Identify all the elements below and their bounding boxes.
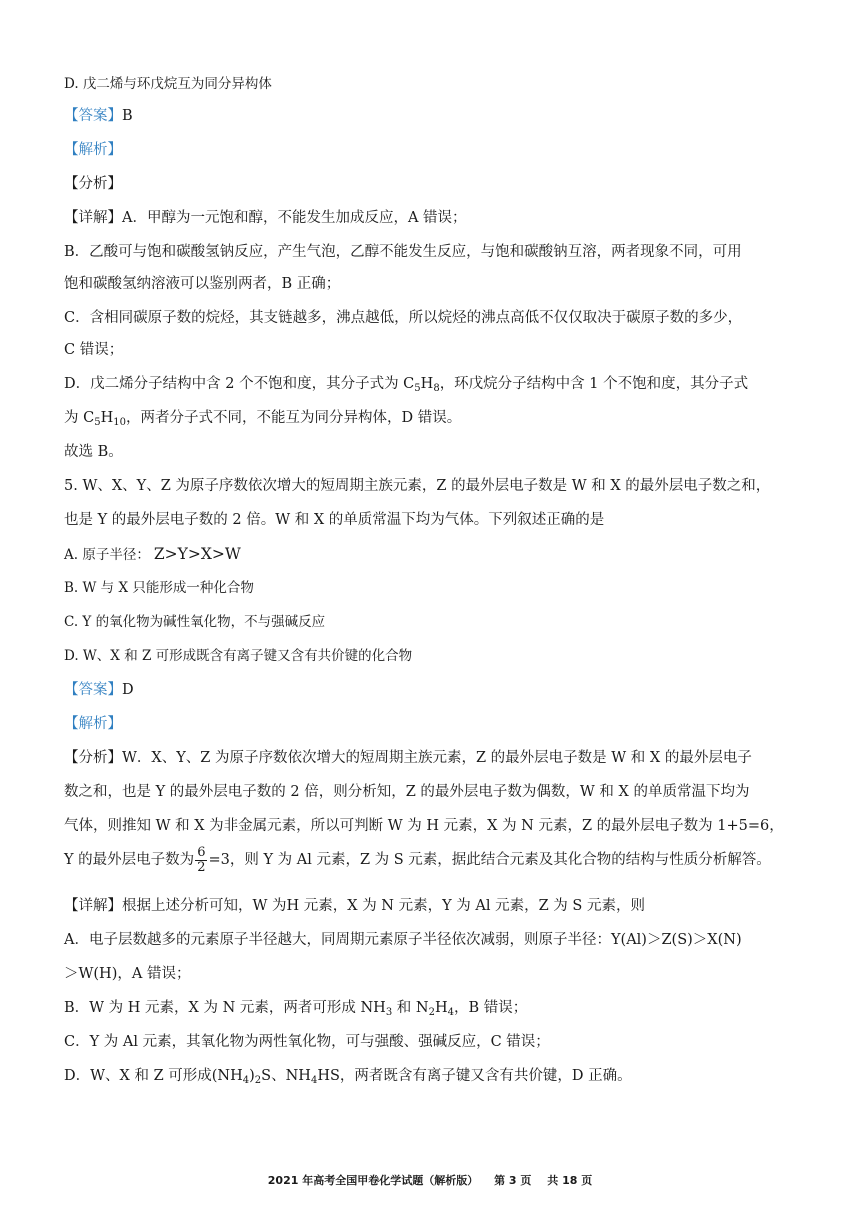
- footer-title: 2021 年高考全国甲卷化学试题（解析版）: [267, 1174, 479, 1187]
- option-formula: Z>Y>X>W: [153, 545, 241, 563]
- q5-detail-b: [64, 998, 527, 1018]
- text: ，两者分子式不同，不能互为同分异构体，D 错误。: [125, 410, 462, 426]
- subscript: 4: [310, 1075, 318, 1086]
- subscript: 10: [113, 417, 126, 428]
- q5-detail-a2: ＞W(H)，A 错误；: [64, 966, 191, 982]
- q4-fenxi-tag: 【分析】: [64, 176, 122, 192]
- text: B．W 为 H 元素，X 为 N 元素，两者可形成 NH: [64, 1000, 386, 1016]
- subscript: 3: [385, 1007, 393, 1018]
- detail-text: A．甲醇为一元饱和醇，不能发生加成反应，A 错误；: [122, 210, 467, 226]
- footer-page-number: 第 3 页: [494, 1174, 532, 1187]
- text: 和 N: [392, 1000, 429, 1016]
- text: =3，则 Y 为 Al 元素，Z 为 S 元素，据此结合元素及其化合物的结构与性质分析解答。: [208, 852, 771, 868]
- text: H: [420, 376, 434, 392]
- subscript: 4: [242, 1075, 250, 1086]
- subscript: 4: [447, 1007, 454, 1018]
- q4-detail-c2: C 错误；: [64, 342, 124, 358]
- q4-detail-a: [64, 208, 467, 228]
- text: H: [100, 410, 114, 426]
- subscript: 5: [94, 417, 101, 428]
- q5-fenxi-2: 数之和，也是 Y 的最外层电子数的 2 倍，则分析知，Z 的最外层电子数为偶数，W 和 X 的单质常温下均为: [64, 784, 750, 800]
- q5-detail-d: [64, 1066, 632, 1086]
- q4-detail-b2: 饱和碳酸氢纳溶液可以鉴别两者，B 正确；: [64, 276, 341, 292]
- q4-option-d: D. 戊二烯与环戊烷互为同分异构体: [64, 76, 272, 92]
- footer-total-pages: 共 18 页: [547, 1174, 593, 1187]
- text: HS，两者既含有离子键又含有共价键，D 正确。: [317, 1068, 632, 1084]
- q4-detail-b1: B．乙酸可与饱和碳酸氢钠反应，产生气泡，乙醇不能发生反应，与饱和碳酸钠互溶，两者现象不同，可用: [64, 244, 742, 260]
- q4-detail-d2: [64, 408, 461, 428]
- text: D．戊二烯分子结构中含 2 个不饱和度，其分子式为 C: [64, 376, 415, 392]
- q5-fenxi-1: 【分析】W．X、Y、Z 为原子序数依次增大的短周期主族元素，Z 的最外层电子数是 W 和 X 的最外层电子: [64, 750, 752, 766]
- subscript: 8: [433, 383, 440, 394]
- text: Y 的最外层电子数为: [64, 852, 195, 868]
- subscript: 5: [414, 383, 421, 394]
- q4-conclusion: 故选 B。: [64, 444, 123, 460]
- q5-option-a: [64, 544, 241, 565]
- q5-fenxi-3: 气体，则推知 W 和 X 为非金属元素，所以可判断 W 为 H 元素，X 为 N 元素，Z 的最外层电子数为 1+5=6，: [64, 818, 784, 834]
- subscript: 2: [428, 1007, 435, 1018]
- answer-tag: 【答案】: [64, 682, 122, 698]
- q5-analysis-tag: 【解析】: [64, 716, 122, 732]
- q5-detail-c: C．Y 为 Al 元素，其氧化物为两性氧化物，可与强酸、强碱反应，C 错误；: [64, 1034, 550, 1050]
- text: D．W、X 和 Z 可形成(NH: [64, 1068, 243, 1084]
- text: S、NH: [261, 1068, 311, 1084]
- q5-detail-a1: A．电子层数越多的元素原子半径越大，同周期元素原子半径依次减弱，则原子半径：Y(Al)＞Z(S)＞X(N): [64, 932, 742, 948]
- q5-stem-1: 5. W、X、Y、Z 为原子序数依次增大的短周期主族元素，Z 的最外层电子数是 W 和 X 的最外层电子数之和，: [64, 478, 771, 494]
- option-label: A. 原子半径：: [64, 547, 150, 563]
- fraction: [195, 846, 207, 875]
- q5-stem-2: 也是 Y 的最外层电子数的 2 倍。W 和 X 的单质常温下均为气体。下列叙述正确的是: [64, 512, 605, 528]
- answer-tag: 【答案】: [64, 108, 122, 124]
- text: H: [434, 1000, 448, 1016]
- text: ，环戊烷分子结构中含 1 个不饱和度，其分子式: [439, 376, 749, 392]
- fraction-numerator: 6: [197, 844, 206, 860]
- q5-fenxi-4: [64, 844, 771, 876]
- detail-tag: 【详解】: [64, 210, 122, 226]
- q5-option-c: C. Y 的氧化物为碱性氧化物，不与强碱反应: [64, 614, 326, 630]
- q4-analysis-tag: 【解析】: [64, 142, 122, 158]
- fraction-denominator: 2: [197, 859, 206, 875]
- text: 为 C: [64, 410, 95, 426]
- q5-option-b: B. W 与 X 只能形成一种化合物: [64, 580, 254, 596]
- q4-detail-c1: C．含相同碳原子数的烷烃，其支链越多，沸点越低，所以烷烃的沸点高低不仅仅取决于碳原子数的多少，: [64, 310, 743, 326]
- text: ): [249, 1068, 255, 1084]
- q5-option-d: D. W、X 和 Z 可形成既含有离子键又含有共价键的化合物: [64, 648, 413, 664]
- answer-value: D: [122, 682, 134, 698]
- q4-detail-d1: [64, 374, 748, 394]
- q5-detail-0: 【详解】根据上述分析可知，W 为H 元素，X 为 N 元素，Y 为 Al 元素，Z 为 S 元素，则: [64, 898, 645, 914]
- q5-answer: [64, 680, 134, 700]
- q4-answer: [64, 106, 133, 126]
- subscript: 2: [254, 1075, 262, 1086]
- answer-value: B: [122, 108, 133, 124]
- page-footer: [0, 1172, 860, 1188]
- text: ，B 错误；: [454, 1000, 528, 1016]
